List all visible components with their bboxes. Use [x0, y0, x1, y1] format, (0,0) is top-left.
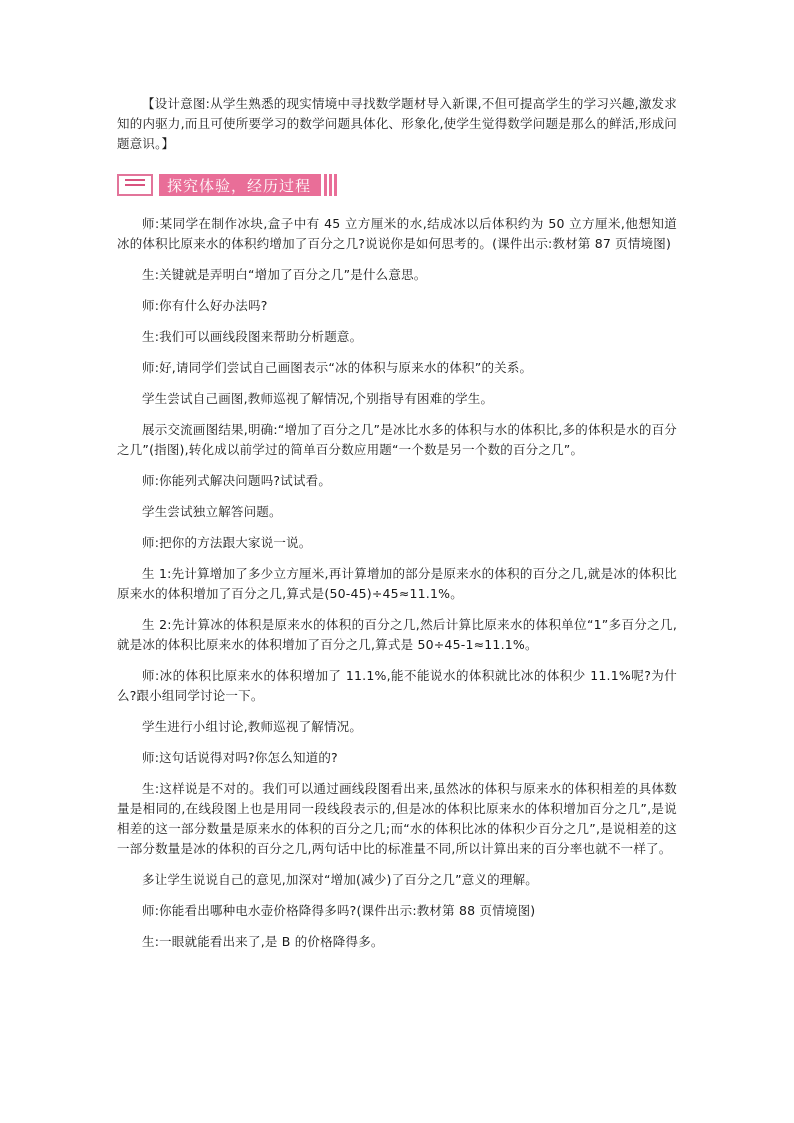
design-intent-note: 【设计意图:从学生熟悉的现实情境中寻找数学题材导入新课,不但可提高学生的学习兴趣,激发求知的内驱力,而且可使所要学习的数学问题具体化、形象化,使学生觉得数学问题是那么的鲜活,形成问题意识。】: [117, 96, 677, 151]
dialogue-body: [117, 214, 677, 952]
section-stripes-decoration: [324, 174, 339, 196]
paragraph: 师:你能看出哪种电水壶价格降得多吗?(课件出示:教材第 88 页情境图): [142, 903, 536, 918]
paragraph: 师:某同学在制作冰块,盒子中有 45 立方厘米的水,结成冰以后体积约为 50 立方厘米,他想知道冰的体积比原来水的体积约增加了百分之几?说说你是如何思考的。(课件出示:教材第 87 页情境图): [117, 216, 677, 251]
paragraph: 师:你有什么好办法吗?: [142, 298, 268, 313]
paragraph: 生 1:先计算增加了多少立方厘米,再计算增加的部分是原来水的体积的百分之几,就是冰的体积比原来水的体积增加了百分之几,算式是(50-45)÷45≈11.1%。: [117, 566, 677, 601]
section-header: [117, 172, 677, 198]
paragraph: 师:这句话说得对吗?你怎么知道的?: [142, 750, 338, 765]
section-number-glyph: [125, 184, 145, 186]
paragraph: 生:这样说是不对的。我们可以通过画线段图看出来,虽然冰的体积与原来水的体积相差的具体数量是相同的,在线段图上也是用同一段线段表示的,但是冰的体积比原来水的体积增加百分之几”,是说相差的这一部分数量是原来水的体积的百分之几;而“水的体积比冰的体积少百分之几”,是说相差的这一部分数量是冰的体积的百分之几,两句话中比的标准量不同,所以计算出来的百分率也就不一样了。: [117, 781, 677, 856]
paragraph: 生:一眼就能看出来了,是 B 的价格降得多。: [142, 934, 384, 949]
paragraph: 多让学生说说自己的意见,加深对“增加(减少)了百分之几”意义的理解。: [142, 872, 538, 887]
paragraph: 生:我们可以画线段图来帮助分析题意。: [142, 329, 363, 344]
paragraph: 师:你能列式解决问题吗?试试看。: [142, 473, 332, 488]
paragraph: 生 2:先计算冰的体积是原来水的体积的百分之几,然后计算比原来水的体积单位“1”多百分之几,就是冰的体积比原来水的体积增加了百分之几,算式是 50÷45-1≈11.1%。: [117, 617, 677, 652]
section-title-banner: [159, 174, 321, 196]
section-title: 探究体验，经历过程: [167, 176, 312, 195]
paragraph: 师:好,请同学们尝试自己画图表示“冰的体积与原来水的体积”的关系。: [142, 360, 533, 375]
paragraph: 学生尝试自己画图,教师巡视了解情况,个别指导有困难的学生。: [142, 391, 494, 406]
paragraph: 生:关键就是弄明白“增加了百分之几”是什么意思。: [142, 267, 427, 282]
paragraph: 师:冰的体积比原来水的体积增加了 11.1%,能不能说水的体积就比冰的体积少 11.1%呢?为什么?跟小组同学讨论一下。: [117, 668, 677, 703]
paragraph: 学生尝试独立解答问题。: [142, 504, 282, 519]
paragraph: 展示交流画图结果,明确:“增加了百分之几”是冰比水多的体积与水的体积比,多的体积是水的百分之几”(指图),转化成以前学过的简单百分数应用题“一个数是另一个数的百分之几”。: [117, 422, 677, 457]
document-page: [117, 94, 677, 963]
paragraph: 师:把你的方法跟大家说一说。: [142, 535, 312, 550]
paragraph: 学生进行小组讨论,教师巡视了解情况。: [142, 719, 363, 734]
section-number-badge: [117, 174, 153, 196]
